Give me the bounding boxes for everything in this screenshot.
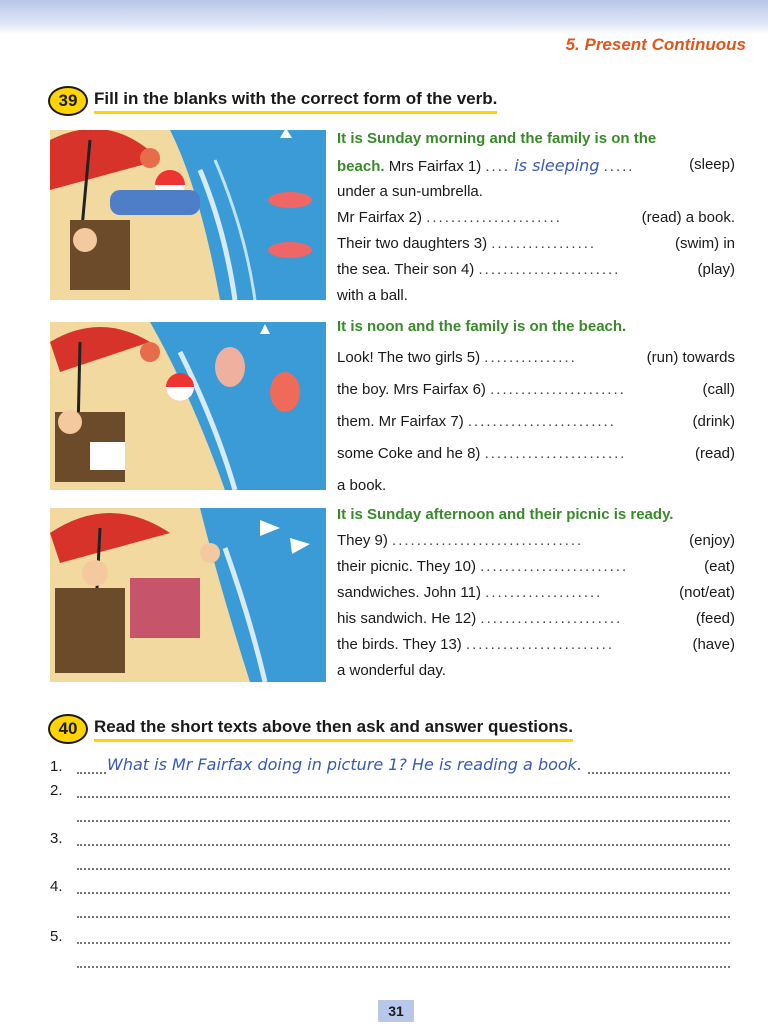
exercise-39-paragraph-2: [337, 316, 747, 496]
sentence-text: Their two daughters 3): [337, 235, 488, 252]
sentence-text: Mr Fairfax 2): [337, 209, 423, 226]
question-number: 4.: [50, 878, 63, 895]
sentence-line: [337, 532, 741, 549]
answer-line[interactable]: [77, 830, 730, 846]
answer-line[interactable]: [77, 952, 730, 968]
question-row-3: [50, 830, 730, 874]
verb-hint: (eat): [704, 558, 735, 575]
sentence-line: [337, 349, 741, 366]
filled-answer: is sleeping: [514, 156, 600, 175]
verb-hint: (have): [692, 636, 735, 653]
verb-hint: (sleep): [689, 156, 735, 173]
scene-intro: It is Sunday morning and the family is on the: [337, 130, 657, 147]
question-row-4: [50, 878, 730, 922]
blank-dots: ....: [485, 158, 511, 175]
beach-picture-morning: [50, 130, 326, 300]
answer-line[interactable]: [77, 806, 730, 822]
exercise-39-paragraph-3: [337, 504, 747, 688]
sentence-text: the boy. Mrs Fairfax 6): [337, 381, 486, 398]
verb-hint: (drink): [692, 413, 735, 430]
sentence-line: [337, 235, 741, 252]
exercise-39-paragraph-1: [337, 128, 747, 308]
verb-hint: (call): [702, 381, 735, 398]
blank-dots[interactable]: .......................: [480, 610, 623, 627]
verb-hint: (feed): [695, 610, 735, 627]
exercise-title: Fill in the blanks with the correct form of the verb.: [94, 89, 497, 114]
blank-dots[interactable]: ........................: [467, 413, 616, 430]
sentence-line: [337, 261, 741, 278]
sentence-text: sandwiches. John 11): [337, 584, 481, 601]
sentence-line: [337, 381, 741, 398]
exercise-40-header: [48, 714, 573, 744]
sentence-text: They 9): [337, 532, 388, 549]
blank-dots: .....: [603, 158, 635, 175]
question-row-2: [50, 782, 730, 826]
unit-title: 5. Present Continuous: [565, 35, 746, 54]
sentence-line: [337, 413, 741, 430]
sentence-line: [337, 156, 741, 175]
answer-line[interactable]: [77, 928, 730, 944]
blank-dots[interactable]: ........................: [465, 636, 614, 653]
blank-dots[interactable]: ......................: [490, 381, 626, 398]
verb-hint: (play): [697, 261, 735, 278]
sentence-line: [337, 445, 741, 462]
verb-hint: (not/eat): [679, 584, 735, 601]
blank-dots[interactable]: .......................: [478, 261, 621, 278]
sentence-text: the birds. They 13): [337, 636, 462, 653]
answer-line[interactable]: [77, 878, 730, 894]
question-number: 5.: [50, 928, 63, 945]
answer-line[interactable]: [77, 755, 730, 774]
sentence-line: [337, 636, 741, 653]
question-number: 3.: [50, 830, 63, 847]
exercise-39-header: [48, 86, 497, 116]
sentence-line: [337, 610, 741, 627]
top-band: [0, 0, 768, 34]
blank-dots[interactable]: ...............................: [392, 532, 584, 549]
sentence-line: a book.: [337, 477, 387, 494]
verb-hint: (read): [694, 445, 735, 462]
sentence-line: [337, 558, 741, 575]
exercise-number-badge: 40: [48, 714, 88, 744]
blank-dots[interactable]: ...................: [485, 584, 603, 601]
filled-answer: What is Mr Fairfax doing in picture 1? He is reading a book.: [107, 755, 586, 774]
question-row-1: [50, 755, 730, 780]
sentence-text: the sea. Their son 4): [337, 261, 475, 278]
verb-hint: (swim) in: [675, 235, 735, 252]
blank-dots[interactable]: .......................: [484, 445, 627, 462]
sentence-text: Look! The two girls 5): [337, 349, 481, 366]
answer-line[interactable]: [77, 782, 730, 798]
exercise-number-badge: 39: [48, 86, 88, 116]
verb-hint: (run) towards: [646, 349, 735, 366]
sentence-text: some Coke and he 8): [337, 445, 481, 462]
sentence-text: his sandwich. He 12): [337, 610, 477, 627]
exercise-title: Read the short texts above then ask and answer questions.: [94, 717, 573, 742]
beach-picture-afternoon: [50, 508, 326, 682]
blank-dots[interactable]: ........................: [480, 558, 629, 575]
scene-intro-tail: beach.: [337, 158, 385, 175]
blank-dots[interactable]: .................: [491, 235, 597, 252]
scene-intro: It is Sunday afternoon and their picnic is ready.: [337, 506, 674, 523]
page-number: 31: [378, 1000, 414, 1022]
sentence-text: Mrs Fairfax 1): [388, 158, 482, 175]
blank-dots[interactable]: ...............: [484, 349, 577, 366]
sentence-line: a wonderful day.: [337, 662, 446, 679]
sentence-line: under a sun-umbrella.: [337, 183, 483, 200]
sentence-line: [337, 209, 741, 226]
sentence-text: them. Mr Fairfax 7): [337, 413, 464, 430]
question-number: 1.: [50, 758, 63, 775]
sentence-text: their picnic. They 10): [337, 558, 476, 575]
answer-line[interactable]: [77, 854, 730, 870]
question-number: 2.: [50, 782, 63, 799]
verb-hint: (read) a book.: [641, 209, 735, 226]
sentence-line: with a ball.: [337, 287, 408, 304]
verb-hint: (enjoy): [689, 532, 735, 549]
scene-intro: It is noon and the family is on the beach.: [337, 318, 627, 335]
beach-picture-noon: [50, 322, 326, 490]
question-row-5: [50, 928, 730, 972]
answer-line[interactable]: [77, 902, 730, 918]
blank-dots[interactable]: ......................: [426, 209, 562, 226]
sentence-line: [337, 584, 741, 601]
